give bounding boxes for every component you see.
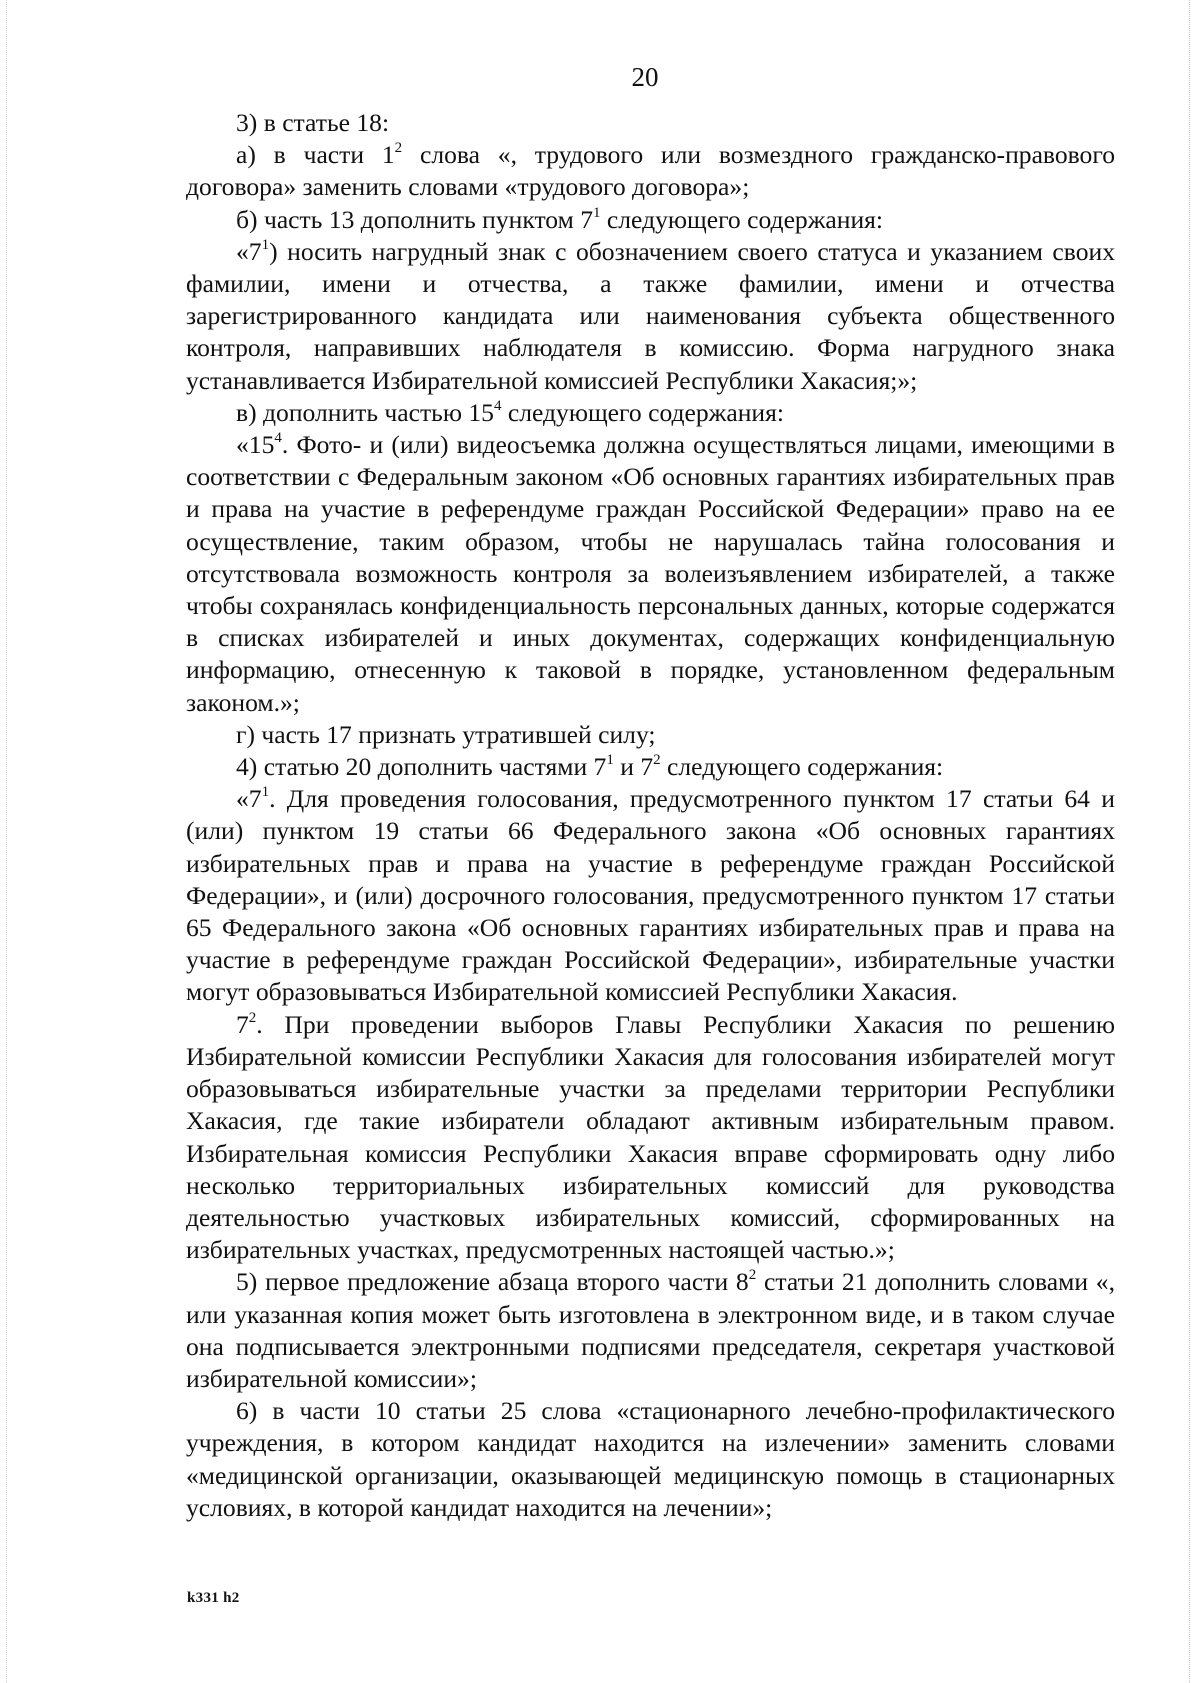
paragraph-text: «7	[236, 784, 262, 814]
paragraph-p10	[186, 1009, 1115, 1267]
superscript-index: 1	[606, 752, 614, 769]
superscript-index: 4	[493, 397, 502, 414]
paragraph-text: г) часть 17 признать утратившей силу;	[236, 719, 656, 749]
paragraph-text: следующего содержания:	[600, 204, 884, 234]
paragraph-p5	[186, 397, 1115, 429]
document-body	[186, 107, 1115, 1524]
paragraph-text: 4) статью 20 дополнить частями 7	[236, 752, 607, 782]
paragraph-text: . Фото- и (или) видеосъемка должна осуществляться лицами, имеющими в соответствии с Федеральным законом «Об основных гарантиях избирательных прав и права на участие в референдуме граждан Российской Федерации» право на ее осуществление, таким образом, чтобы не нарушалась тайна голосования и отсутствовала возможность контроля за волеизъявлением избирателей, а также чтобы сохранялась конфиденциальность персональных данных, которые содержатся в списках избирателей и иных документах, содержащих конфиденциальную информацию, отнесенную к таковой в порядке, установленном федеральным законом.»;	[186, 430, 1115, 717]
paragraph-text: «15	[236, 430, 275, 460]
paragraph-text: и 7	[613, 752, 654, 782]
paragraph-text: «7	[236, 236, 262, 266]
paragraph-text: 3) в статье 18:	[236, 108, 390, 137]
paragraph-text: 7	[236, 1009, 249, 1039]
paragraph-text: . Для проведения голосования, предусмотренного пунктом 17 статьи 64 и (или) пунктом 19 статьи 66 Федерального закона «Об основных гарантиях избирательных прав и права на участие в референдуме граждан Российской Федерации», и (или) досрочного голосования, предусмотренного пунктом 17 статьи 65 Федерального закона «Об основных гарантиях избирательных прав и права на участие в референдуме граждан Российской Федерации», избирательные участки могут образовываться Избирательной комиссией Республики Хакасия.	[186, 784, 1115, 1007]
superscript-index: 2	[653, 752, 661, 769]
paragraph-p2	[186, 139, 1115, 203]
page-number: 20	[631, 62, 659, 92]
superscript-index: 2	[394, 140, 403, 157]
superscript-index: 2	[248, 1009, 257, 1026]
paragraph-text: статьи 21 дополнить словами «, или указанная копия может быть изготовлена в электронном виде, и в таком случае она подписывается электронными подписями председателя, секретаря участковой избирательной комиссии»;	[186, 1267, 1115, 1393]
paragraph-text: б) часть 13 дополнить пунктом 7	[236, 204, 594, 234]
scan-edge-right	[1189, 0, 1200, 1683]
paragraph-text: следующего содержания:	[660, 752, 944, 782]
paragraph-text: ) носить нагрудный знак с обозначением своего статуса и указанием своих фамилии, имени и отчества, а также фамилии, имени и отчества зарегистрированного кандидата или наименования субъекта общественного контроля, направивших наблюдателя в комиссию. Форма нагрудного знака устанавливается Избирательной комиссией Республики Хакасия;»;	[186, 236, 1115, 395]
scan-edge-left	[0, 0, 7, 1683]
paragraph-p1	[186, 107, 1115, 139]
paragraph-p7	[186, 719, 1115, 751]
paragraph-p4	[186, 236, 1115, 397]
paragraph-p9	[186, 783, 1115, 1008]
superscript-index: 4	[274, 430, 282, 447]
paragraph-text: следующего содержания:	[501, 397, 784, 427]
paragraph-text: 5) первое предложение абзаца второго части 8	[236, 1267, 749, 1297]
paragraph-text: в) дополнить частью 15	[236, 397, 494, 427]
paragraph-text: а) в части 1	[236, 140, 395, 170]
paragraph-text: слова «, трудового или возмездного гражданско-правового договора» заменить словами «трудового договора»;	[186, 140, 1115, 202]
paragraph-p3	[186, 204, 1115, 236]
paragraph-p11	[186, 1266, 1115, 1395]
paragraph-p6	[186, 429, 1115, 719]
superscript-index: 1	[593, 204, 601, 221]
paragraph-text: 6) в части 10 статьи 25 слова «стационарного лечебно-профилактического учреждения, в котором кандидат находится на излечении» заменить словами «медицинской организации, оказывающей медицинскую помощь в стационарных условиях, в которой кандидат находится на лечении»;	[186, 1396, 1115, 1522]
paragraph-p8	[186, 751, 1115, 783]
paragraph-text: . При проведении выборов Главы Республики Хакасия по решению Избирательной комиссии Республики Хакасия для голосования избирателей могут образовываться избирательные участки за пределами территории Республики Хакасия, где такие избиратели обладают активным избирательным правом. Избирательная комиссия Республики Хакасия вправе сформировать одну либо несколько территориальных избирательных комиссий для руководства деятельностью участковых избирательных комиссий, сформированных на избирательных участках, предусмотренных настоящей частью.»;	[186, 1009, 1115, 1265]
superscript-index: 1	[261, 236, 270, 253]
superscript-index: 1	[261, 784, 270, 801]
footer-document-code: k331 h2	[187, 1590, 240, 1606]
paragraph-p12	[186, 1395, 1115, 1524]
superscript-index: 2	[748, 1267, 757, 1284]
